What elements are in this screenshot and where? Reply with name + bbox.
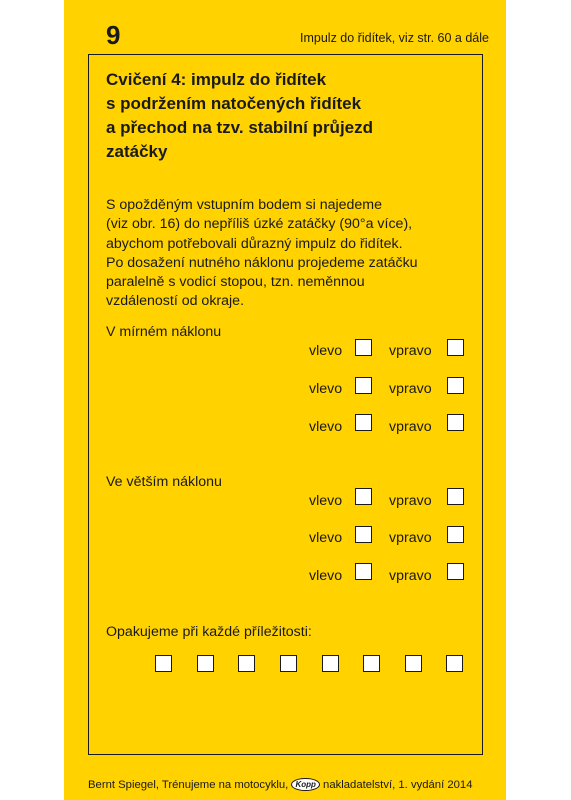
checkbox-right[interactable] (447, 339, 464, 356)
checkbox-left[interactable] (355, 526, 372, 543)
title-line: Cvičení 4: impulz do řidítek (106, 70, 327, 89)
exercise-description (106, 196, 476, 312)
page-reference: Impulz do řidítek, viz str. 60 a dále (300, 31, 489, 45)
checkbox-left[interactable] (355, 414, 372, 431)
description-line: abychom potřebovali důrazný impulz do řidítek. (106, 235, 403, 252)
section-label-greater-lean: Ve větším náklonu (106, 474, 222, 490)
kopp-logo-icon: Kopp (291, 778, 319, 791)
checkbox-left[interactable] (355, 377, 372, 394)
title-line: zatáčky (106, 142, 168, 161)
option-label-left: vlevo (309, 381, 343, 397)
description-line: (viz obr. 16) do nepříliš úzké zatáčky (90°a více), (106, 216, 413, 233)
repeat-checkbox[interactable] (322, 655, 339, 672)
footer-author-book: Bernt Spiegel, Trénujeme na motocyklu, (88, 779, 289, 791)
description-line: vzdáleností od okraje. (106, 293, 245, 310)
checkbox-left[interactable] (355, 488, 372, 505)
option-label-right: vpravo (389, 343, 432, 359)
checkbox-left[interactable] (355, 339, 372, 356)
option-label-left: vlevo (309, 493, 343, 509)
checkbox-right[interactable] (447, 563, 464, 580)
checkbox-right[interactable] (447, 414, 464, 431)
option-label-right: vpravo (389, 493, 432, 509)
repeat-checkbox[interactable] (280, 655, 297, 672)
repeat-checkbox[interactable] (405, 655, 422, 672)
option-label-left: vlevo (309, 530, 343, 546)
footer-credits (88, 778, 508, 791)
page-number: 9 (106, 20, 121, 50)
checkbox-right[interactable] (447, 377, 464, 394)
title-line: a přechod na tzv. stabilní průjezd (106, 118, 374, 137)
option-label-left: vlevo (309, 568, 343, 584)
repeat-checkbox[interactable] (155, 655, 172, 672)
repeat-checkbox[interactable] (446, 655, 463, 672)
description-line: S opožděným vstupním bodem si najedeme (106, 197, 383, 213)
description-line: paralelně s vodicí stopou, tzn. neměnnou (106, 274, 365, 291)
footer-publisher: nakladatelství, 1. vydání 2014 (323, 779, 473, 791)
repeat-checkbox[interactable] (363, 655, 380, 672)
checkbox-right[interactable] (447, 526, 464, 543)
repeat-checkbox[interactable] (197, 655, 214, 672)
exercise-title (106, 68, 466, 164)
repeat-checkbox[interactable] (238, 655, 255, 672)
option-label-right: vpravo (389, 381, 432, 397)
option-label-right: vpravo (389, 419, 432, 435)
section-label-mild-lean: V mírném náklonu (106, 324, 222, 340)
option-label-right: vpravo (389, 568, 432, 584)
title-line: s podržením natočených řidítek (106, 94, 362, 113)
checkbox-left[interactable] (355, 563, 372, 580)
repeat-label: Opakujeme při každé příležitosti: (106, 624, 312, 640)
checkbox-right[interactable] (447, 488, 464, 505)
option-label-right: vpravo (389, 530, 432, 546)
description-line: Po dosažení nutného náklonu projedeme zatáčku (106, 254, 418, 271)
option-label-left: vlevo (309, 419, 343, 435)
option-label-left: vlevo (309, 343, 343, 359)
